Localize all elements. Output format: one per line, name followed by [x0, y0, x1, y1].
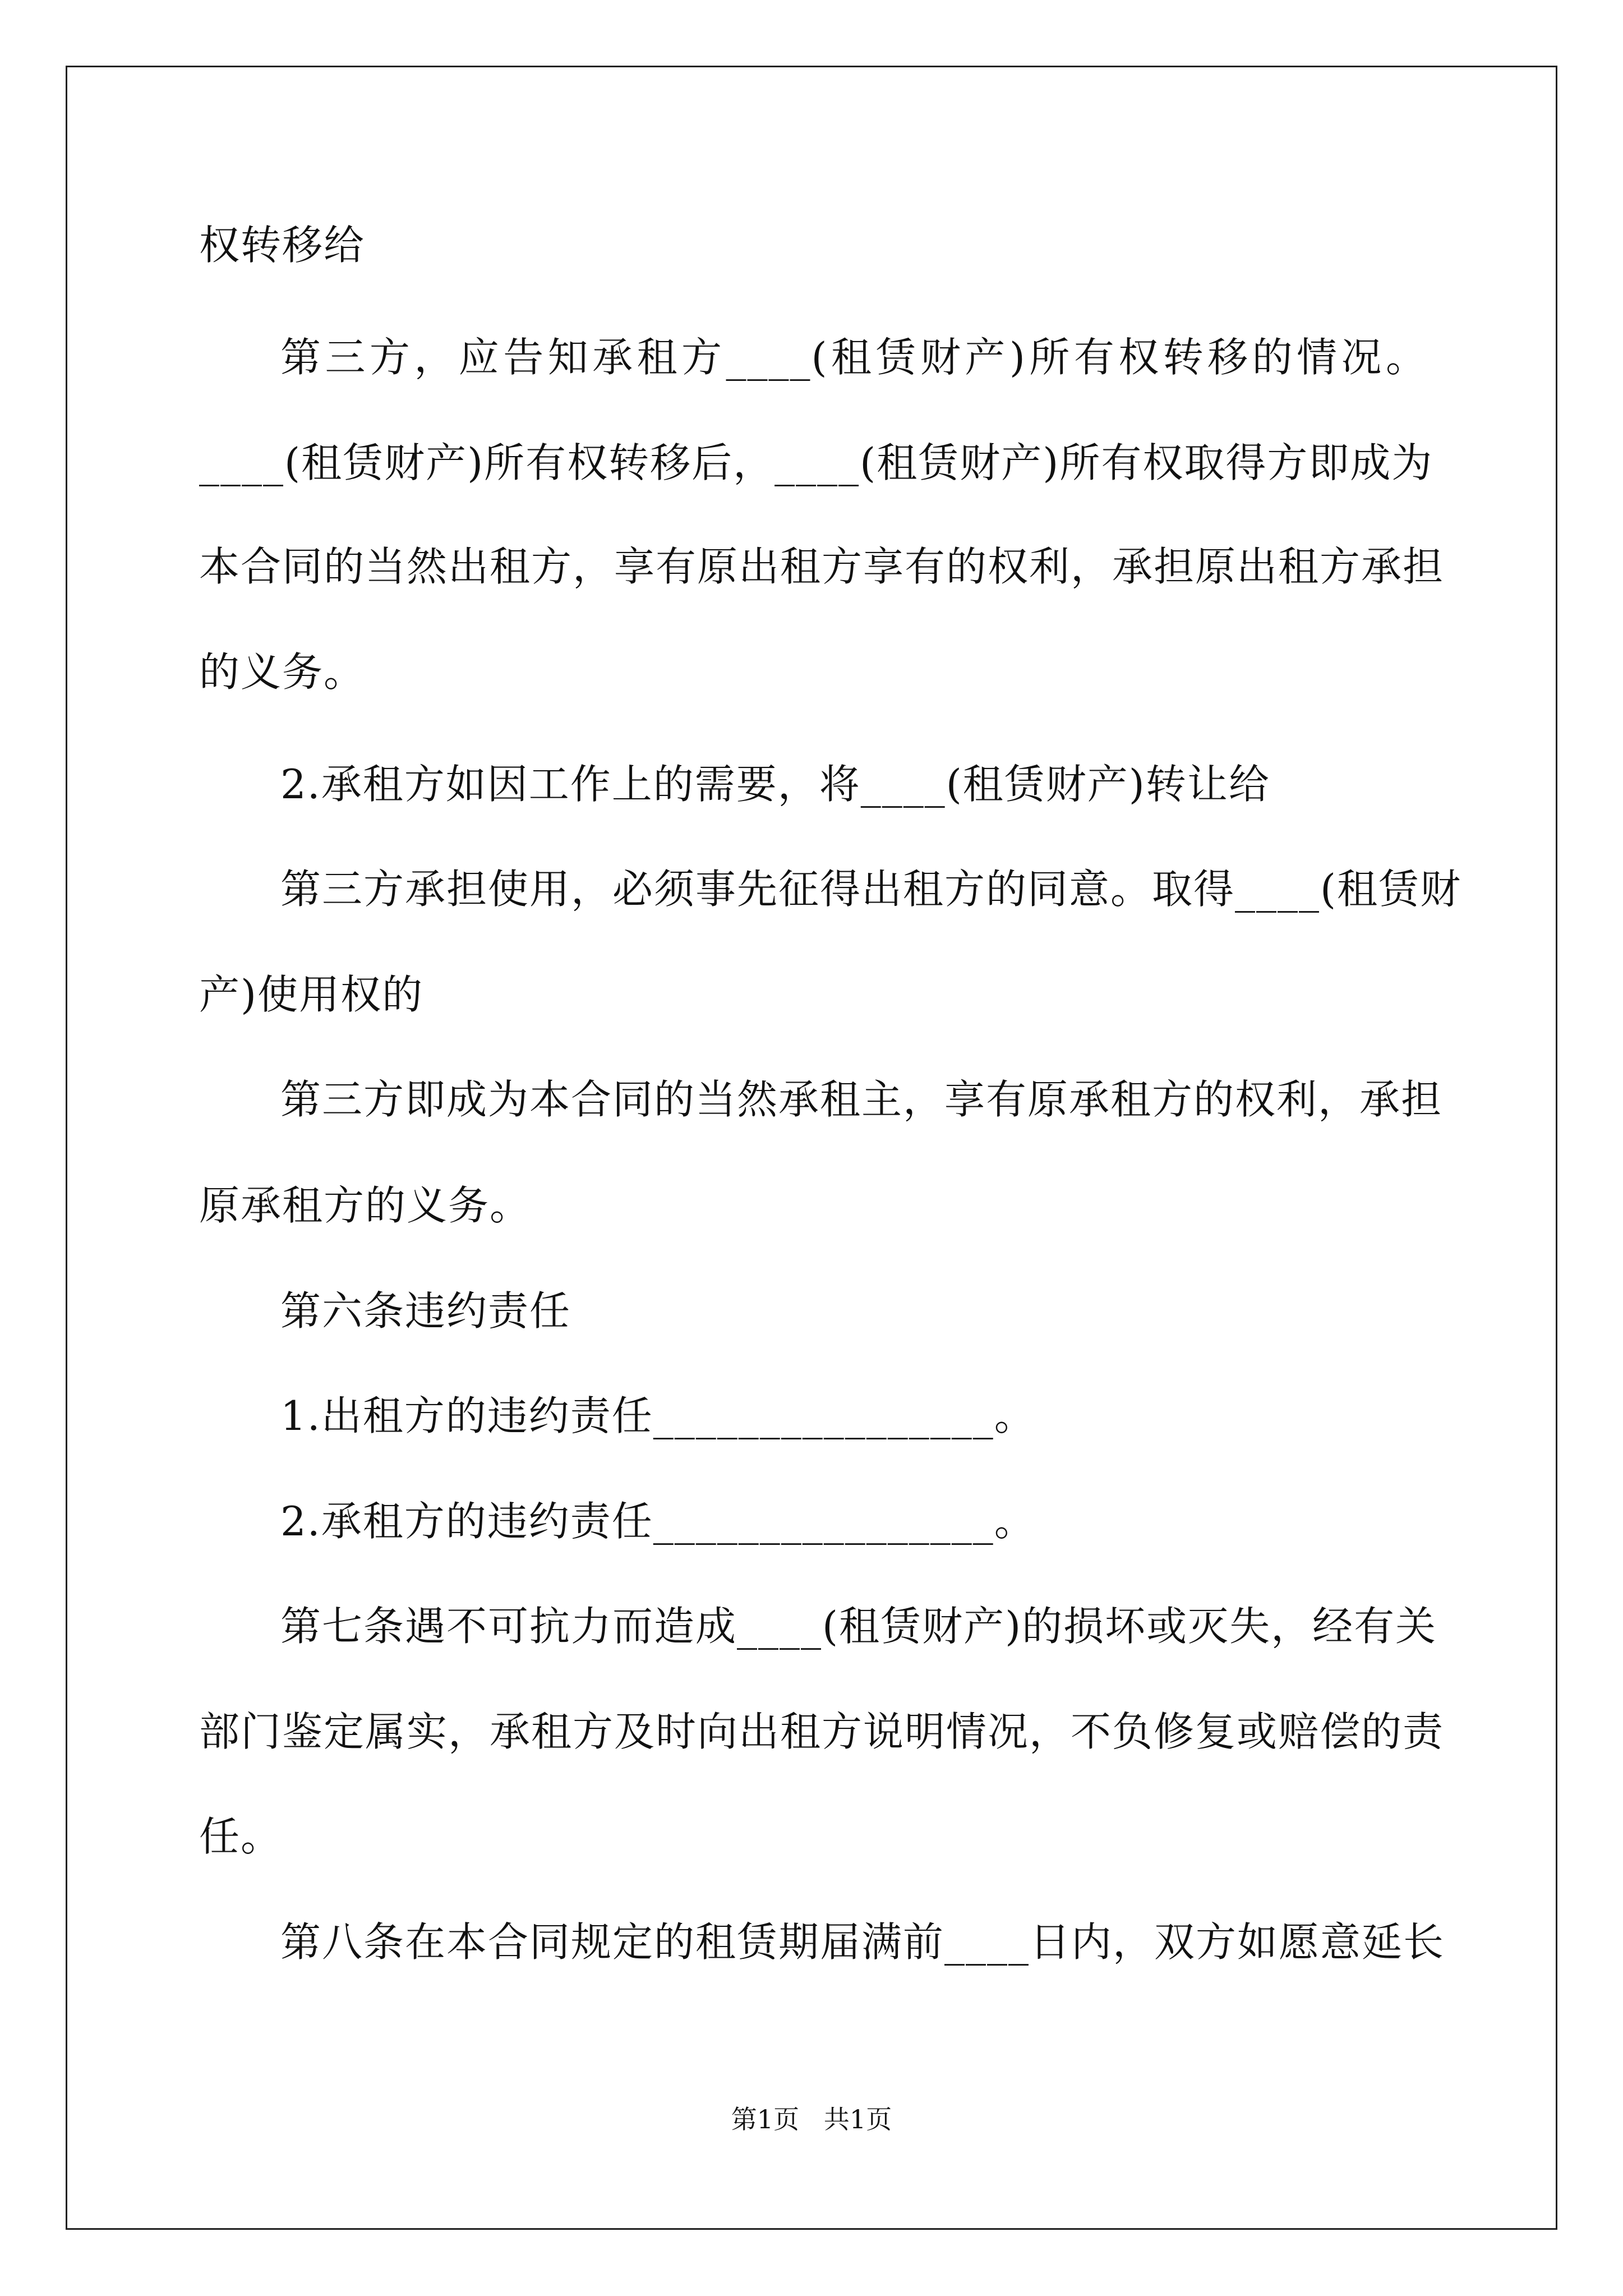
- text-line-9: 第三方即成为本合同的当然承租主，享有原承租方的权利，承担: [280, 1076, 1443, 1123]
- text-line-4: 本合同的当然出租方，享有原出租方享有的权利，承担原出租方承担: [199, 543, 1445, 590]
- text-line-3: ____(租赁财产)所有权转移后，____(租赁财产)所有权取得方即成为: [199, 439, 1433, 486]
- text-line-15: 部门鉴定属实，承租方及时向出租方说明情况，不负修复或赔偿的责: [199, 1708, 1445, 1755]
- text-line-16: 任。: [199, 1813, 283, 1860]
- text-line-12: 1.出租方的违约责任________________。: [280, 1392, 1036, 1439]
- text-line-5: 的义务。: [199, 648, 366, 696]
- text-line-13: 2.承租方的违约责任________________。: [280, 1498, 1036, 1545]
- text-line-2: 第三方，应告知承租方____(租赁财产)所有权转移的情况。: [280, 334, 1427, 381]
- text-line-10: 原承租方的义务。: [199, 1182, 532, 1229]
- page-number-footer: 第1页 共1页: [731, 2104, 892, 2134]
- text-line-14: 第七条遇不可抗力而造成____(租赁财产)的损坏或灭失，经有关: [280, 1603, 1437, 1650]
- text-line-7: 第三方承担使用，必须事先征得出租方的同意。取得____(租赁财: [280, 866, 1462, 913]
- text-line-6: 2.承租方如因工作上的需要，将____(租赁财产)转让给: [280, 761, 1270, 808]
- text-line-8: 产)使用权的: [199, 971, 424, 1018]
- text-line-1: 权转移给: [199, 222, 366, 269]
- text-line-17: 第八条在本合同规定的租赁期届满前____日内，双方如愿意延长: [280, 1918, 1445, 1966]
- section-heading-6: 第六条违约责任: [280, 1287, 571, 1335]
- page-border: [66, 66, 1557, 2230]
